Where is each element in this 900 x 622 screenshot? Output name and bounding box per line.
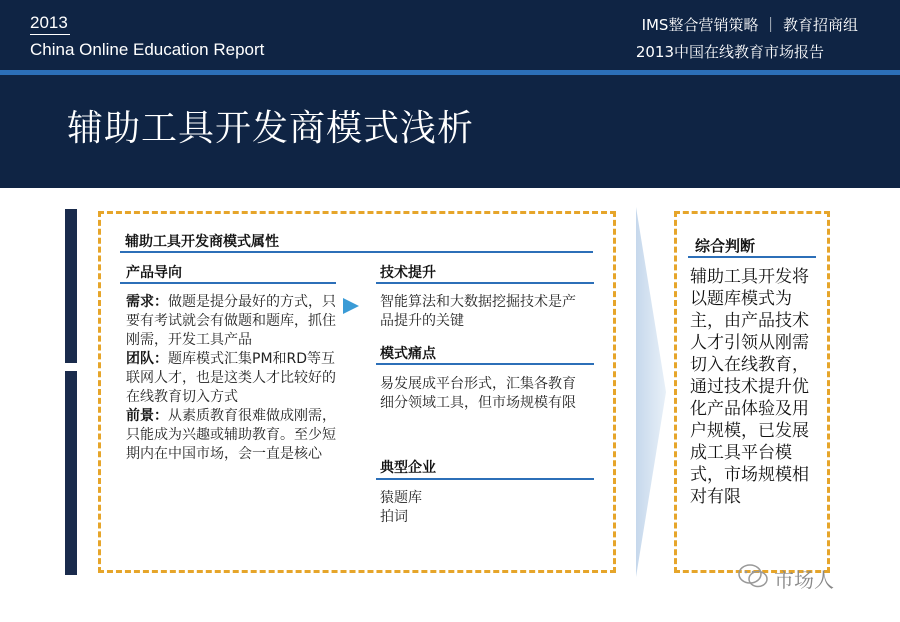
org-line: IMS整合营销策略 ｜ 教育招商组 [641,16,858,34]
product-para-outlook [126,407,336,464]
header-blue-rule [0,70,900,75]
companies-heading: 典型企业 [380,460,436,476]
wechat-icon [737,562,769,590]
product-para-demand [126,293,336,350]
pain-text: 易发展成平台形式，汇集各教育细分领域工具，但市场规模有限 [380,376,576,411]
product-para-team [126,350,336,407]
report-year: 2013 [30,13,68,32]
product-text [126,293,336,464]
company-item: 拍词 [380,509,408,525]
product-heading-rule [120,282,336,284]
companies-heading-rule [376,478,594,480]
para-text: 题库模式汇集PM和RD等互联网人才，也是这类人才比较好的在线教育切入方式 [126,351,336,405]
pain-heading-rule [376,363,594,365]
pain-heading: 模式痛点 [380,346,436,362]
tech-text: 智能算法和大数据挖掘技术是产品提升的关键 [380,294,576,329]
report-title-en: China Online Education Report [30,40,265,59]
tech-heading-rule [376,282,594,284]
company-item: 猿题库 [380,490,422,506]
para-key: 团队： [126,351,168,367]
section-title: 辅助工具开发商模式属性 [125,234,279,250]
product-heading: 产品导向 [126,265,182,281]
right-arrow-icon [343,298,359,314]
tech-heading: 技术提升 [380,265,436,281]
para-key: 前景： [126,408,168,424]
section-title-rule [120,251,593,253]
left-accent-bar-bottom [65,371,77,575]
companies-list [380,489,422,527]
chevron-arrow-icon [636,207,666,577]
left-accent-bar-top [65,209,77,363]
conclusion-text: 辅助工具开发将以题库模式为主，由产品技术人才引领从刚需切入在线教育，通过技术提升优化产品体验及用户规模，已发展成工具平台模式，市场规模相对有限 [690,267,809,507]
report-title-cn: 2013中国在线教育市场报告 [635,43,824,61]
page-title: 辅助工具开发商模式浅析 [67,108,475,149]
conclusion-heading-rule [688,256,816,258]
para-text: 做题是提分最好的方式，只要有考试就会有做题和题库，抓住刚需，开发工具产品 [126,294,336,348]
para-key: 需求： [126,294,168,310]
conclusion-heading: 综合判断 [695,237,756,255]
year-underline [30,34,70,35]
para-text: 从素质教育很难做成刚需，只能成为兴趣或辅助教育。至少短期内在中国市场，会一直是核心 [126,408,336,462]
watermark-text: 市场人 [774,568,834,592]
